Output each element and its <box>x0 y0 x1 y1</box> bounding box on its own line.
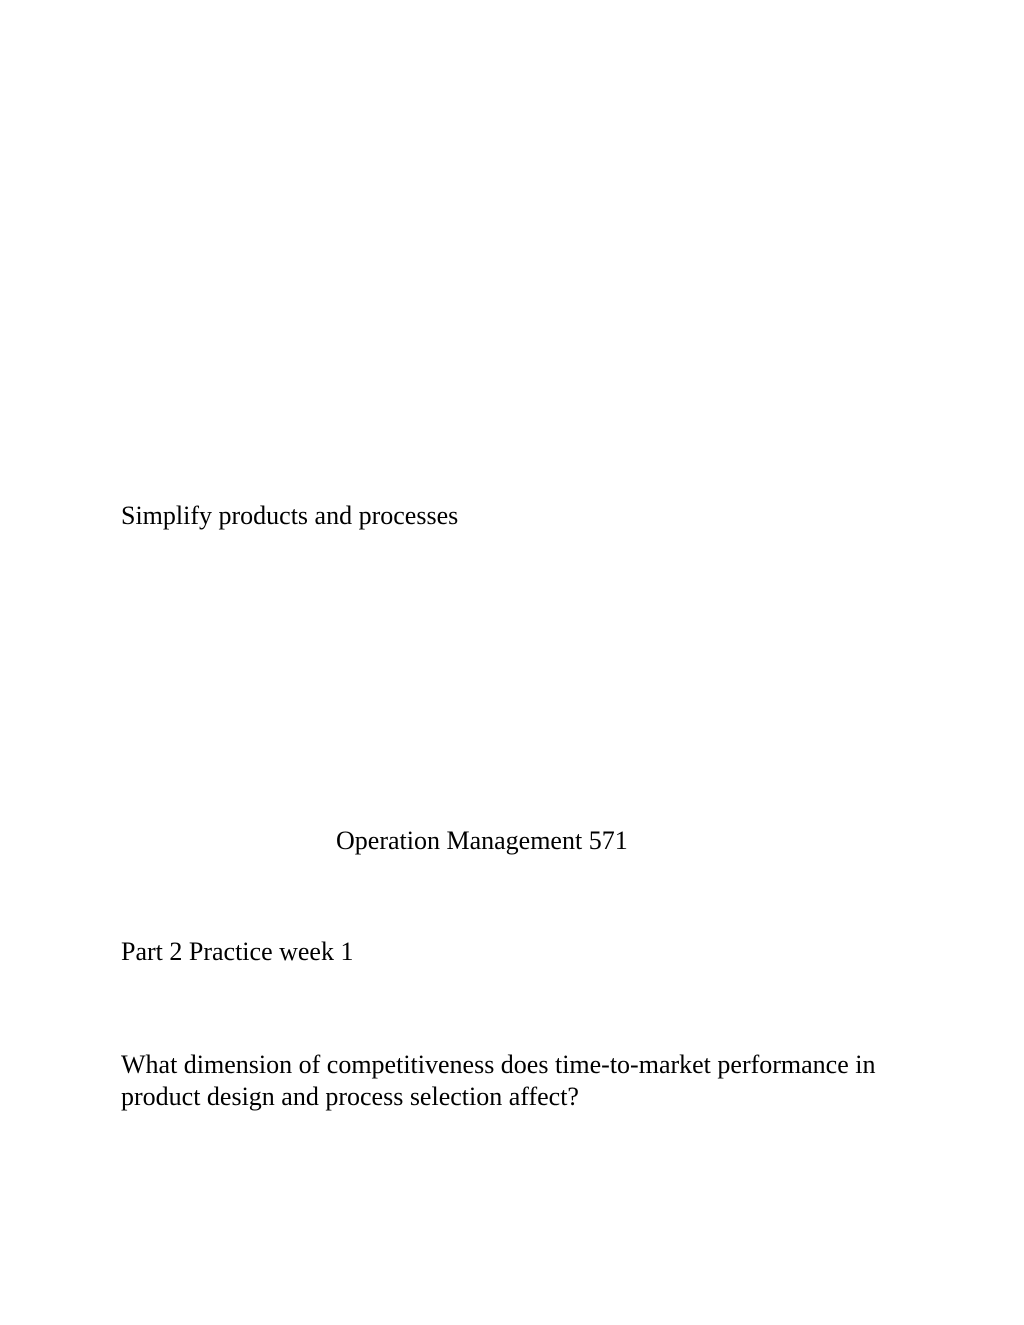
course-title: Operation Management 571 <box>336 826 628 855</box>
body-text-simplify: Simplify products and processes <box>121 501 459 530</box>
question-line-1: What dimension of competitiveness does time-to-market performance in <box>121 1050 876 1079</box>
subtitle: Part 2 Practice week 1 <box>121 937 354 966</box>
question-line-2: product design and process selection affect? <box>121 1082 579 1111</box>
question-paragraph <box>121 1049 921 1113</box>
